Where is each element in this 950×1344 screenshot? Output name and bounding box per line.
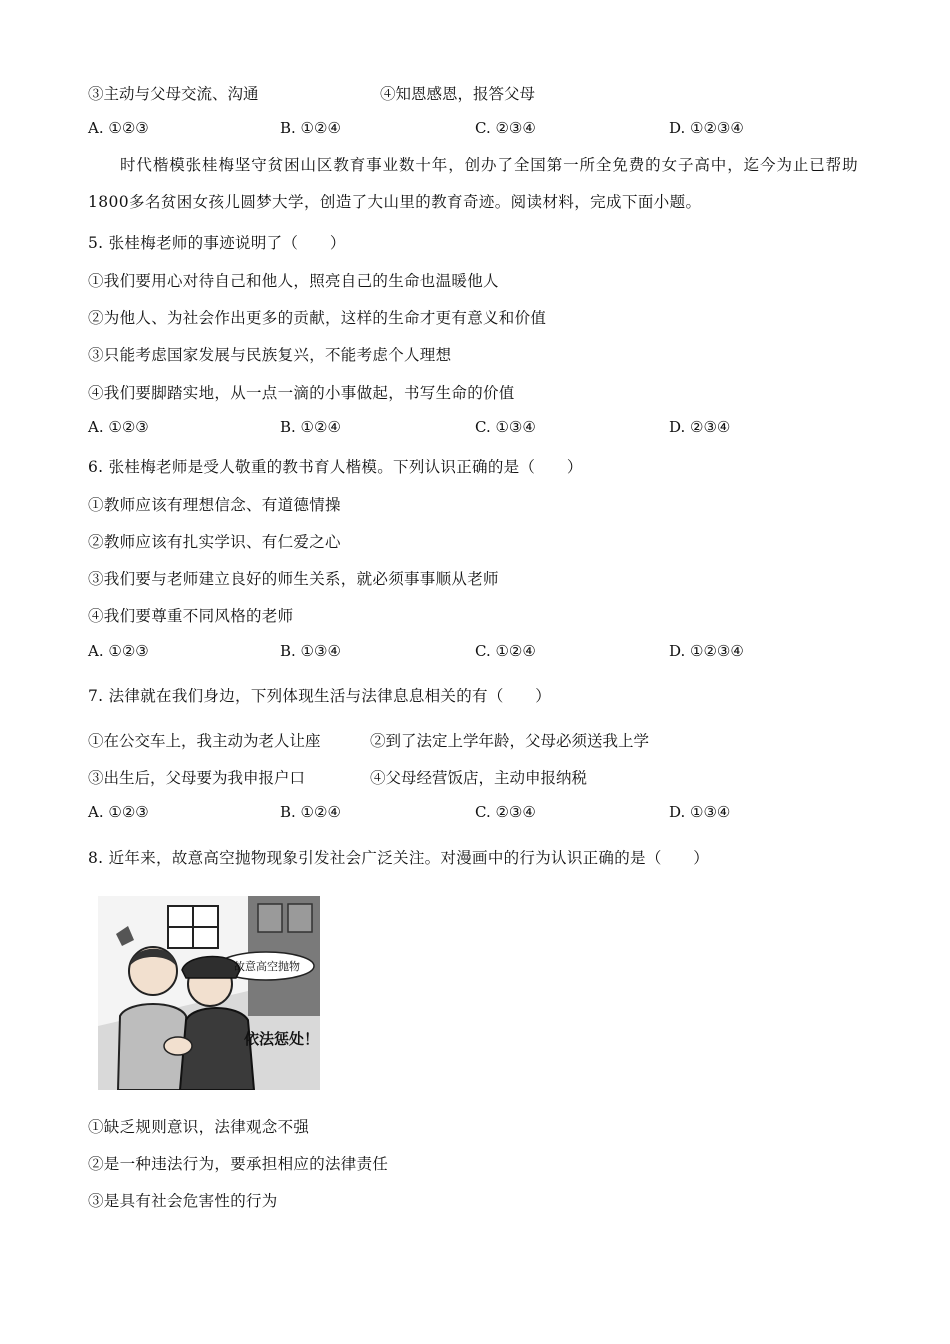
q4-option-b[interactable]: B. ①②④ xyxy=(280,119,341,137)
q6-option-c[interactable]: C. ①②④ xyxy=(475,642,536,660)
q7-items-row-2 xyxy=(88,766,868,788)
cartoon-sign-text: 故意高空抛物 xyxy=(234,960,300,973)
q8-item-1: ①缺乏规则意识，法律观念不强 xyxy=(88,1118,310,1136)
q5-options xyxy=(88,418,868,440)
q7-options xyxy=(88,803,868,825)
q5-option-b[interactable]: B. ①②④ xyxy=(280,418,341,436)
q8-stem: 8. 近年来，故意高空抛物现象引发社会广泛关注。对漫画中的行为认识正确的是（ ） xyxy=(88,849,710,867)
q7-option-b[interactable]: B. ①②④ xyxy=(280,803,341,821)
q4-item-4: ④知恩感恩，报答父母 xyxy=(380,85,536,103)
q7-item-4: ④父母经营饭店，主动申报纳税 xyxy=(370,769,588,787)
q4-option-d[interactable]: D. ①②③④ xyxy=(669,119,744,137)
q5-item-4: ④我们要脚踏实地，从一点一滴的小事做起，书写生命的价值 xyxy=(88,384,515,402)
q7-option-c[interactable]: C. ②③④ xyxy=(475,803,536,821)
q6-item-3: ③我们要与老师建立良好的师生关系，就必须事事顺从老师 xyxy=(88,570,499,588)
q7-option-d[interactable]: D. ①③④ xyxy=(669,803,731,821)
q5-option-d[interactable]: D. ②③④ xyxy=(669,418,731,436)
q4-option-c[interactable]: C. ②③④ xyxy=(475,119,536,137)
q7-stem: 7. 法律就在我们身边，下列体现生活与法律息息相关的有（ ） xyxy=(88,687,552,705)
q6-option-d[interactable]: D. ①②③④ xyxy=(669,642,744,660)
q6-item-4: ④我们要尊重不同风格的老师 xyxy=(88,607,294,625)
q4-options xyxy=(88,119,868,141)
q4-option-a[interactable]: A. ①②③ xyxy=(88,119,149,137)
q6-option-b[interactable]: B. ①③④ xyxy=(280,642,341,660)
q5-item-3: ③只能考虑国家发展与民族复兴，不能考虑个人理想 xyxy=(88,346,452,364)
q6-option-a[interactable]: A. ①②③ xyxy=(88,642,149,660)
cartoon-image xyxy=(98,896,320,1090)
material-paragraph: 时代楷模张桂梅坚守贫困山区教育事业数十年，创办了全国第一所全免费的女子高中，迄今为止已帮助1800多名贫困女孩儿圆梦大学，创造了大山里的教育奇迹。阅读材料，完成下面小题。 xyxy=(88,156,858,211)
q6-stem: 6. 张桂梅老师是受人敬重的教书育人楷模。下列认识正确的是（ ） xyxy=(88,458,583,476)
q7-item-1: ①在公交车上，我主动为老人让座 xyxy=(88,732,321,750)
q4-item-3: ③主动与父母交流、沟通 xyxy=(88,85,259,103)
q7-item-2: ②到了法定上学年龄，父母必须送我上学 xyxy=(370,732,650,750)
q6-item-2: ②教师应该有扎实学识、有仁爱之心 xyxy=(88,533,341,551)
q6-options xyxy=(88,642,868,664)
q7-option-a[interactable]: A. ①②③ xyxy=(88,803,149,821)
q5-option-c[interactable]: C. ①③④ xyxy=(475,418,536,436)
q5-option-a[interactable]: A. ①②③ xyxy=(88,418,149,436)
q6-item-1: ①教师应该有理想信念、有道德情操 xyxy=(88,496,341,514)
cartoon-illustration xyxy=(98,896,320,1090)
q5-stem: 5. 张桂梅老师的事迹说明了（ ） xyxy=(88,234,346,252)
cartoon-caption-text: 依法惩处！ xyxy=(244,1030,320,1048)
q8-item-3: ③是具有社会危害性的行为 xyxy=(88,1192,278,1210)
q7-item-3: ③出生后，父母要为我申报户口 xyxy=(88,769,306,787)
q5-item-2: ②为他人、为社会作出更多的贡献，这样的生命才更有意义和价值 xyxy=(88,309,547,327)
q7-items-row-1 xyxy=(88,729,868,751)
q8-item-2: ②是一种违法行为，要承担相应的法律责任 xyxy=(88,1155,389,1173)
q5-item-1: ①我们要用心对待自己和他人，照亮自己的生命也温暖他人 xyxy=(88,272,499,290)
q4-items-row xyxy=(88,82,868,104)
